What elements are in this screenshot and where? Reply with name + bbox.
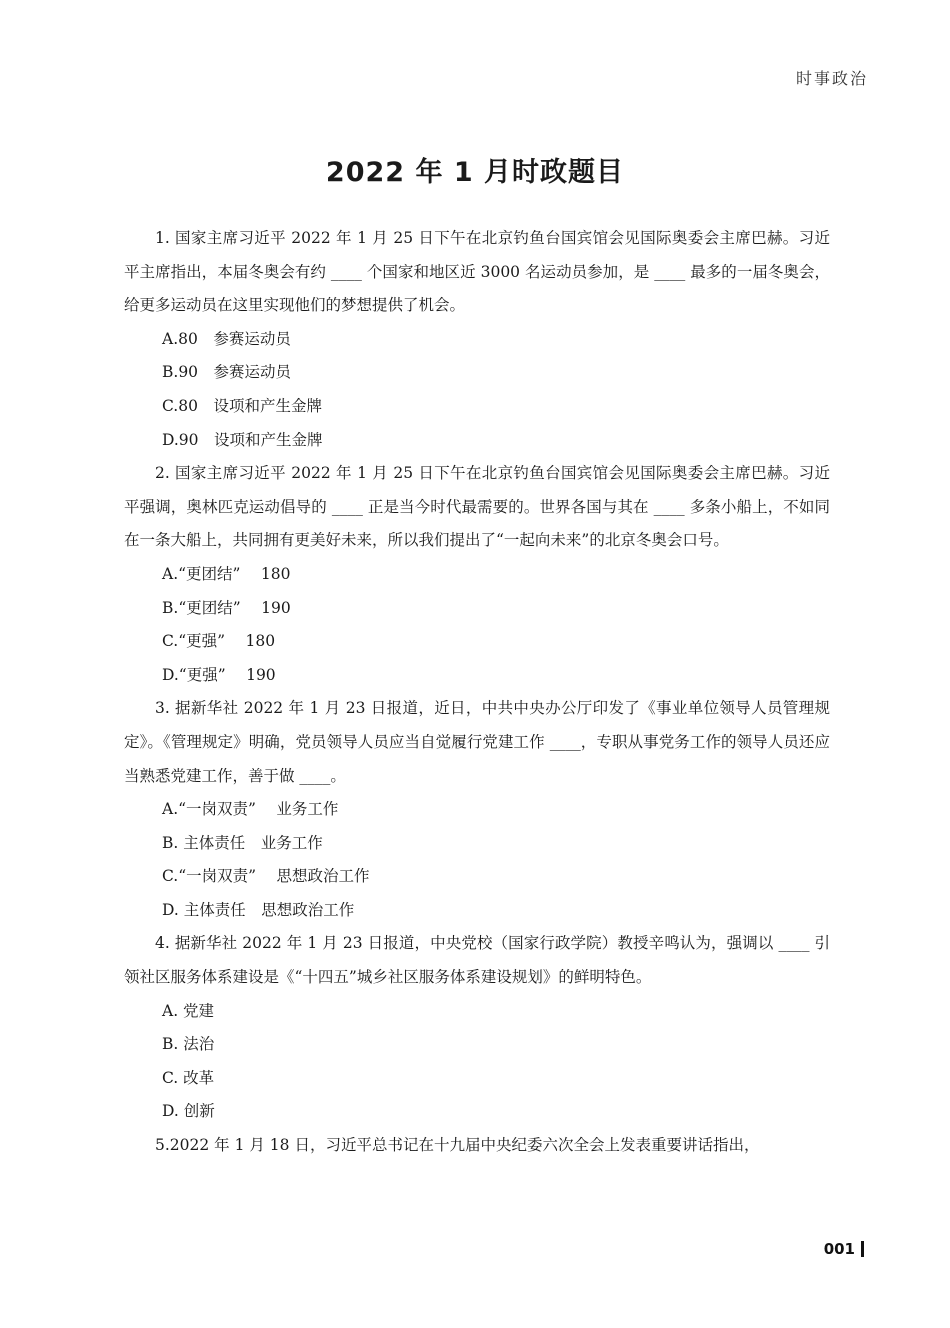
question-text: 2. 国家主席习近平 2022 年 1 月 25 日下午在北京钓鱼台国宾馆会见国际奥委会主席巴赫。习近平强调，奥林匹克运动倡导的 ____ 正是当今时代最需要的。世界各国与其在 ____ 多条小船上，不如同在一条大船上，共同拥有更美好未来，所以我们提出了“一起向未来”的北京冬奥会口号。 bbox=[124, 464, 830, 550]
option-d: D.90 设项和产生金牌 bbox=[162, 430, 323, 449]
option-d: D. 创新 bbox=[162, 1102, 215, 1121]
option-a: A. 党建 bbox=[162, 1001, 215, 1020]
question-4 bbox=[124, 927, 830, 1129]
question-5 bbox=[124, 1129, 830, 1163]
option-c: C.80 设项和产生金牌 bbox=[162, 396, 322, 415]
page-marker-bar bbox=[861, 1241, 864, 1257]
option-c: C. 改革 bbox=[162, 1068, 215, 1087]
option-d: D. 主体责任 思想政治工作 bbox=[162, 900, 355, 919]
section-header: 时事政治 bbox=[795, 69, 868, 88]
option-b: B. 法治 bbox=[162, 1035, 215, 1054]
question-2 bbox=[124, 457, 830, 692]
option-b: B. 主体责任 业务工作 bbox=[162, 833, 323, 852]
question-text: 5.2022 年 1 月 18 日，习近平总书记在十九届中央纪委六次全会上发表重要讲话指出， bbox=[155, 1136, 760, 1155]
question-3 bbox=[124, 692, 830, 927]
question-text: 1. 国家主席习近平 2022 年 1 月 25 日下午在北京钓鱼台国宾馆会见国际奥委会主席巴赫。习近平主席指出，本届冬奥会有约 ____ 个国家和地区近 3000 名运动员参加，是 ____ 最多的一届冬奥会，给更多运动员在这里实现他们的梦想提供了机会。 bbox=[124, 229, 830, 315]
page-number-text: 001 bbox=[823, 1240, 855, 1258]
page-number bbox=[824, 1240, 864, 1258]
option-b: B.“更团结” 190 bbox=[162, 598, 291, 617]
option-c: C.“一岗双责” 思想政治工作 bbox=[162, 867, 370, 886]
question-text: 3. 据新华社 2022 年 1 月 23 日报道，近日，中共中央办公厅印发了《事业单位领导人员管理规定》。《管理规定》明确，党员领导人员应当自觉履行党建工作 ____，专职从事党务工作的领导人员还应当熟悉党建工作，善于做 ____。 bbox=[124, 699, 830, 785]
option-c: C.“更强” 180 bbox=[162, 632, 276, 651]
option-a: A.“更团结” 180 bbox=[162, 564, 291, 583]
question-text: 4. 据新华社 2022 年 1 月 23 日报道，中央党校（国家行政学院）教授辛鸣认为，强调以 ____ 引领社区服务体系建设是《“十四五”城乡社区服务体系建设规划》的鲜明特色。 bbox=[124, 934, 830, 987]
page-title: 2022 年 1 月时政题目 bbox=[325, 157, 625, 188]
question-1 bbox=[124, 222, 830, 457]
option-d: D.“更强” 190 bbox=[162, 665, 276, 684]
option-a: A.“一岗双责” 业务工作 bbox=[162, 800, 339, 819]
option-b: B.90 参赛运动员 bbox=[162, 363, 292, 382]
question-list bbox=[124, 222, 830, 1163]
option-a: A.80 参赛运动员 bbox=[162, 329, 291, 348]
